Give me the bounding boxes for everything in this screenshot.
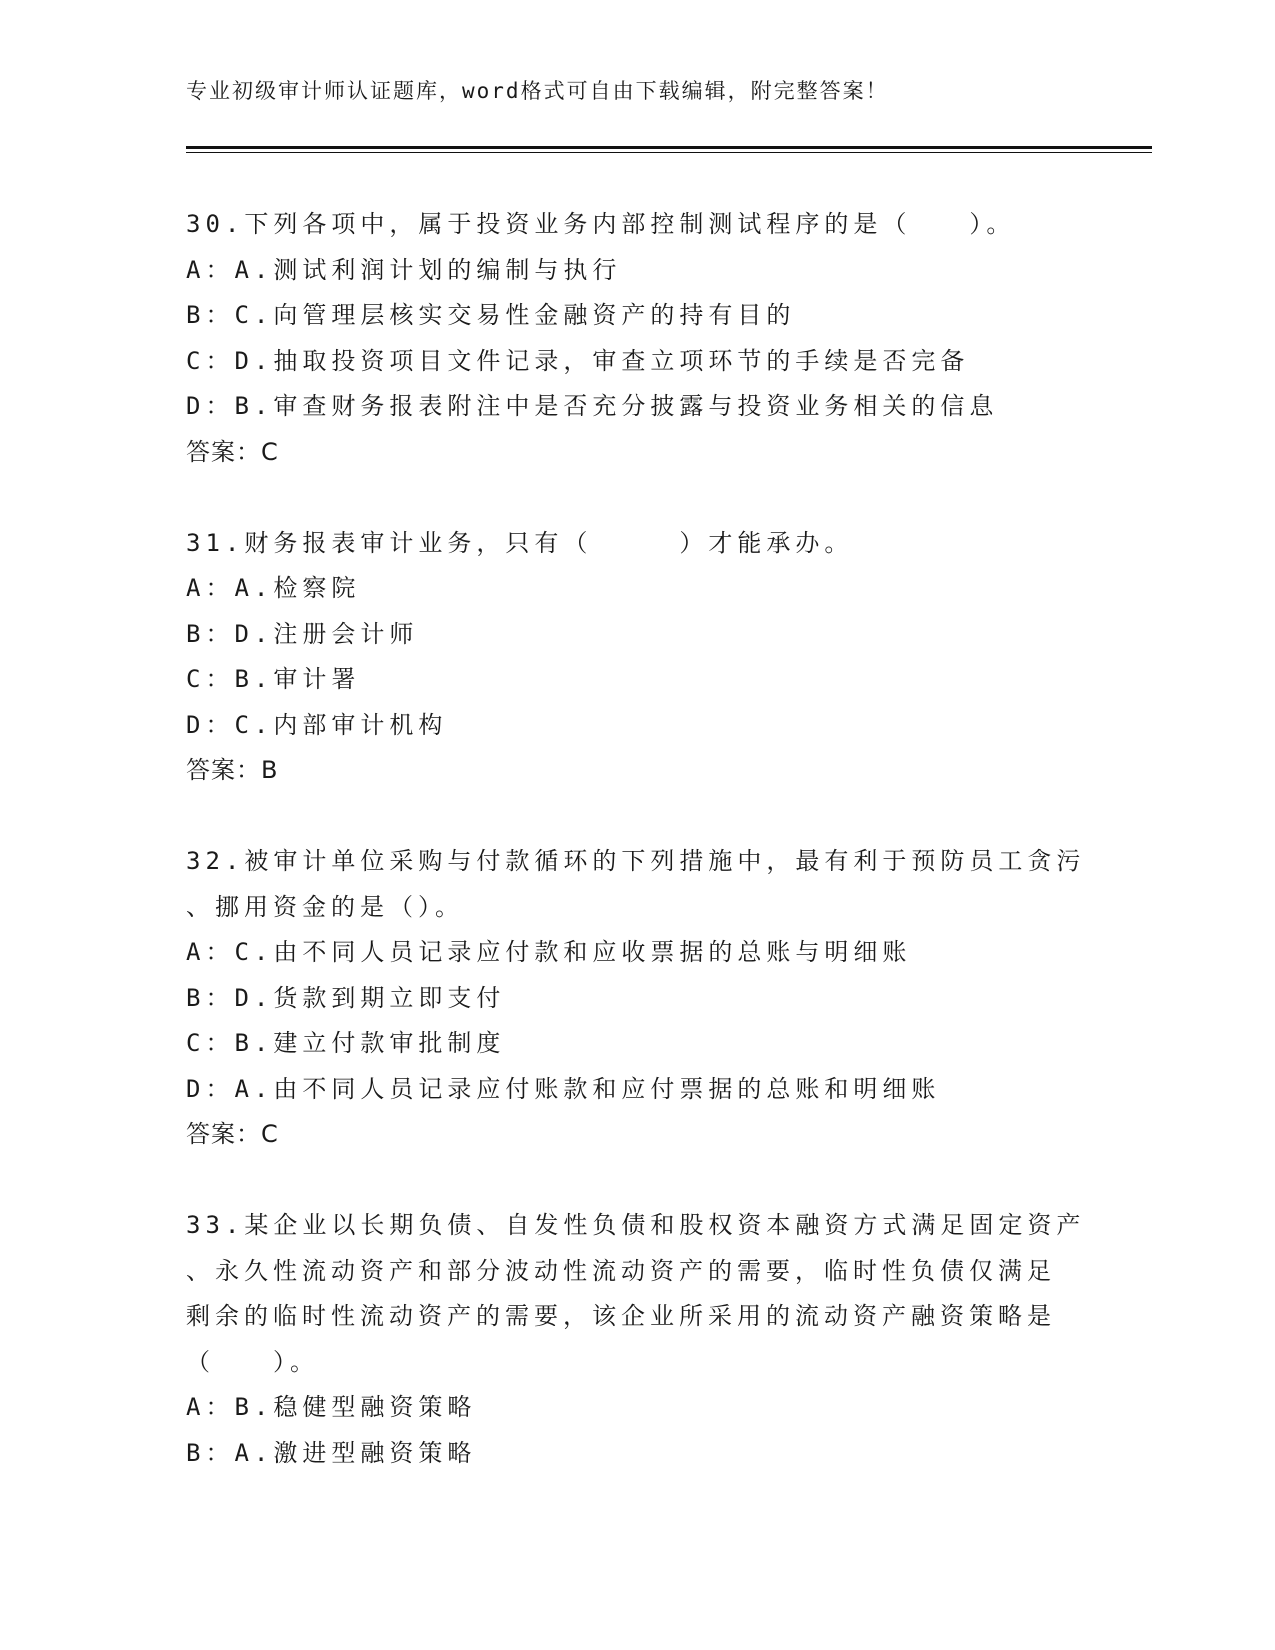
answer-line: 答案：B xyxy=(186,756,279,784)
option-b: B：C.向管理层核实交易性金融资产的持有目的 xyxy=(186,301,796,329)
question-stem-continued: 剩余的临时性流动资产的需要，该企业所采用的流动资产融资策略是 xyxy=(186,1302,1056,1330)
question-stem-continued: （ ）。 xyxy=(186,1347,319,1376)
option-d: D：A.由不同人员记录应付账款和应付票据的总账和明细账 xyxy=(186,1074,941,1103)
question-stem: 33.某企业以长期负债、自发性负债和股权资本融资方式满足固定资产 xyxy=(186,1211,1086,1239)
option-a: A：B.稳健型融资策略 xyxy=(186,1393,477,1421)
page-header: 专业初级审计师认证题库，word格式可自由下载编辑，附完整答案！ xyxy=(186,79,889,103)
option-d: D：C.内部审计机构 xyxy=(186,710,448,739)
option-c: C：B.审计署 xyxy=(186,665,361,693)
question-item xyxy=(186,202,1086,475)
question-spacer xyxy=(186,794,1086,840)
question-item xyxy=(186,521,1086,794)
answer-line: 答案：C xyxy=(186,1120,279,1148)
option-d: D：B.审查财务报表附注中是否充分披露与投资业务相关的信息 xyxy=(186,392,999,420)
question-stem-continued: 、挪用资金的是（）。 xyxy=(186,892,464,921)
option-a: A：C.由不同人员记录应付款和应收票据的总账与明细账 xyxy=(186,938,912,966)
option-c: C：D.抽取投资项目文件记录，审查立项环节的手续是否完备 xyxy=(186,346,970,375)
question-stem: 32.被审计单位采购与付款循环的下列措施中，最有利于预防员工贪污 xyxy=(186,847,1086,875)
question-item xyxy=(186,1203,1086,1476)
option-b: B：A.激进型融资策略 xyxy=(186,1438,477,1467)
option-a: A：A.检察院 xyxy=(186,574,361,602)
question-item xyxy=(186,839,1086,1158)
question-stem-continued: 、永久性流动资产和部分波动性流动资产的需要，临时性负债仅满足 xyxy=(186,1256,1056,1285)
option-c: C：B.建立付款审批制度 xyxy=(186,1029,506,1057)
question-stem: 30.下列各项中，属于投资业务内部控制测试程序的是（ ）。 xyxy=(186,210,1016,238)
question-spacer xyxy=(186,1158,1086,1204)
option-b: B：D.货款到期立即支付 xyxy=(186,983,506,1012)
option-b: B：D.注册会计师 xyxy=(186,619,419,648)
header-divider xyxy=(186,146,1152,149)
answer-line: 答案：C xyxy=(186,437,279,466)
question-stem: 31.财务报表审计业务，只有（ ）才能承办。 xyxy=(186,528,854,557)
question-list xyxy=(186,202,1086,1476)
question-spacer xyxy=(186,475,1086,521)
option-a: A：A.测试利润计划的编制与执行 xyxy=(186,255,622,284)
